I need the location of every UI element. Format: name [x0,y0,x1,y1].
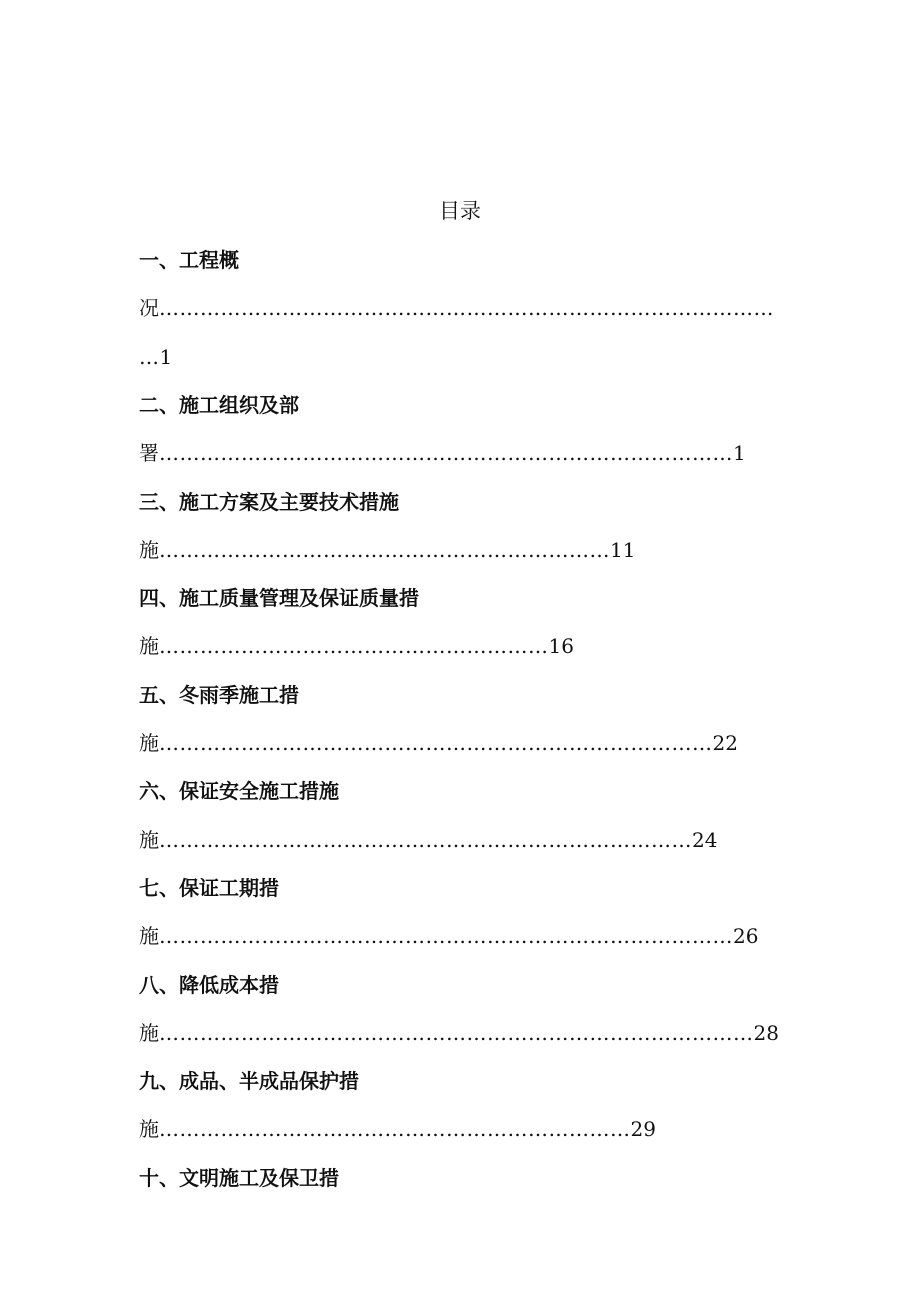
toc-leader-lead: 况 [139,296,159,321]
toc-leader-line [139,438,746,468]
toc-page-number: 11 [610,537,636,562]
toc-heading: 二、施工组织及部 [139,392,299,417]
toc-leader-dots: ………………………………………………… [159,634,549,659]
toc-leader-lead: 施 [139,731,159,755]
toc-heading: 一、工程概 [139,248,239,272]
toc-heading: 十、文明施工及保卫措 [139,1165,339,1190]
toc-leader-line [139,921,758,951]
toc-page-number: 28 [753,1020,779,1045]
page-title: 目录 [439,199,481,223]
toc-leader-dots: …………………………………………………………………………… [159,1020,754,1045]
toc-heading: 七、保证工期措 [139,875,279,900]
toc-leader-line [139,631,574,661]
toc-leader-lead: 施 [139,634,159,659]
toc-heading: 三、施工方案及主要技术措施 [139,489,399,514]
toc-leader-lead: 施 [139,827,159,852]
toc-heading: 八、降低成本措 [139,972,279,997]
toc-page-number: 29 [630,1117,656,1142]
toc-page-number: 1 [733,441,746,466]
toc-heading: 五、冬雨季施工措 [139,682,299,707]
toc-leader-dots: …………………………………………………………… [159,1117,631,1142]
toc-leader-lead: 施 [139,1020,159,1045]
toc-leader-dots: ………………………………………………………………………… [159,441,733,466]
toc-leader-line [139,1018,779,1048]
toc-leader-line [139,342,172,372]
toc-heading: 四、施工质量管理及保证质量措 [139,586,419,611]
toc-leader-lead: 施 [139,1117,159,1142]
toc-leader-line [139,728,738,758]
toc-leader-line [139,293,774,323]
toc-page-number: 24 [692,827,718,852]
toc-leader-dots: ……………………………………………………………………… [159,731,713,755]
toc-leader-line [139,825,717,855]
toc-leader-line [139,1114,656,1144]
toc-page-number: 22 [712,731,738,755]
toc-leader-dots: ………………………………………………………………………… [159,924,733,949]
toc-leader-line [139,535,635,565]
toc-leader-dots: ………………………………………………………… [159,537,610,562]
toc-page-number: 26 [733,924,759,949]
toc-leader-dots: ……………………………………………………………………………… [159,296,774,321]
toc-leader-lead: 署 [139,441,159,466]
toc-leader-dots: … [139,344,160,369]
toc-leader-lead: 施 [139,537,159,562]
toc-page-number: 1 [159,344,173,369]
toc-leader-lead: 施 [139,924,159,949]
toc-leader-dots: …………………………………………………………………… [159,827,692,852]
toc-heading: 九、成品、半成品保护措 [139,1069,359,1094]
toc-page-number: 16 [548,634,574,659]
toc-heading: 六、保证安全施工措施 [139,779,339,804]
